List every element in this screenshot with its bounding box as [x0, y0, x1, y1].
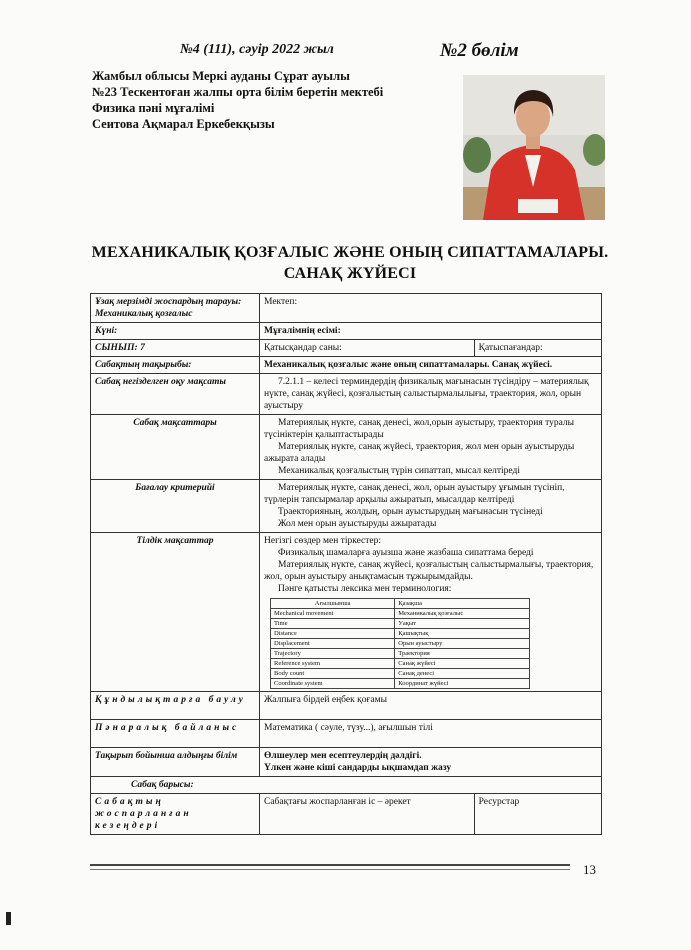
vocab-row: Body count Санақ денесі: [271, 669, 530, 679]
goal-2: Материялық нүкте, санақ жүйесі, траектория, жол мен орын ауыстыруды ажырата алады: [264, 442, 575, 464]
page-number: 13: [583, 862, 596, 877]
cell-values-label: Құндылықтарға баулу: [91, 692, 260, 720]
language-keywords: Негізгі сөздер мен тіркестер:: [264, 536, 382, 546]
title-line-2: САНАҚ ЖҮЙЕСІ: [283, 265, 417, 282]
goal-1: Материялық нүкте, санақ денесі, жол,орын ауыстыру, траектория туралы түсініктерін қалыптастырады: [264, 418, 575, 440]
vocab-row: Distance Қашықтық: [271, 629, 530, 639]
cell-present-count: Қатысқандар саны:: [260, 340, 475, 357]
scan-mark: [6, 912, 11, 925]
cell-goals-label: Сабақ мақсаттары: [91, 415, 260, 480]
cell-values: Жалпыға бірдей еңбек қоғамы: [260, 692, 602, 720]
cell-absent-count: Қатыспағандар:: [474, 340, 601, 357]
cell-resources: Ресурстар: [474, 794, 601, 835]
cell-language: [260, 533, 602, 692]
vocab-row: Displacement Орын ауыстыру: [271, 639, 530, 649]
language-goal-1: Физикалық шамаларға ауызша және жазбаша сипаттама береді: [278, 548, 534, 558]
vocab-row: Mechanical movement Механикалық қозғалыс: [271, 609, 530, 619]
vocab-row: Trajectory Траектория: [271, 649, 530, 659]
cell-language-label: Тілдік мақсаттар: [91, 533, 260, 692]
article-title: [70, 242, 630, 284]
cell-criteria: [260, 480, 602, 533]
cell-crosscurricular-label: Пәнаралық байланыс: [91, 720, 260, 748]
author-photo: [463, 75, 605, 220]
cell-activities: Сабақтағы жоспарланған іс – әрекет: [260, 794, 475, 835]
cell-objective: 7.2.1.1 – келесі терминдердің физикалық мағынасын түсіндіру – материялық нүкте, санақ жүйесі, қозғалыстың салыстырмалылығы, траектория, жол, орын ауыстыру: [260, 374, 602, 415]
cell-criteria-label: Бағалау критерийі: [91, 480, 260, 533]
language-terms-heading: Пәнге қатысты лексика мен терминология:: [278, 584, 452, 594]
author-position: Физика пәні мұғалімі: [92, 101, 215, 115]
cell-teacher-name: Мұғалімнің есімі:: [260, 323, 602, 340]
vocab-header-kazakh: Қазақша: [395, 599, 530, 609]
cell-grade-label: СЫНЫП: 7: [91, 340, 260, 357]
cell-date-label: Күні:: [91, 323, 260, 340]
footer-rule-thin: [90, 869, 570, 870]
section-number: №2 бөлім: [440, 40, 519, 61]
criterion-2: Траекторияның, жолдың, орын ауыстырудың мағынасын түсінеді: [278, 507, 543, 517]
cell-prior-knowledge-label: Тақырып бойынша алдыңғы білім: [91, 748, 260, 777]
vocab-header-english: Ағылшынша: [271, 599, 395, 609]
cell-crosscurricular: Математика ( сәуле, түзу...), ағылшын тілі: [260, 720, 602, 748]
cell-unit-label: Ұзақ мерзімді жоспардың тарауы: Механикалық қозғалыс: [91, 294, 260, 323]
lesson-plan-table: [90, 293, 602, 835]
vocab-row: Time Уақыт: [271, 619, 530, 629]
cell-objective-label: Сабақ негізделген оқу мақсаты: [91, 374, 260, 415]
vocab-row: Coordinate system Координат жүйесі: [271, 679, 530, 689]
issue-info: №4 (111), сәуір 2022 жыл: [180, 42, 334, 57]
author-school: №23 Тескентоған жалпы орта білім беретін мектебі: [92, 85, 384, 99]
cell-lesson-progress: Сабақ барысы:: [91, 777, 602, 794]
cell-stages-label: Сабақтың жоспарланған кезеңдері: [91, 794, 260, 835]
cell-topic-label: Сабақтың тақырыбы:: [91, 357, 260, 374]
author-location: Жамбыл облысы Меркі ауданы Сұрат ауылы: [92, 69, 350, 83]
prior-knowledge-1: Өлшеулер мен есептеулердің дәлдігі.: [264, 751, 422, 761]
title-line-1: МЕХАНИКАЛЫҚ ҚОЗҒАЛЫС ЖӘНЕ ОНЫҢ СИПАТТАМАЛАРЫ.: [91, 244, 609, 261]
criterion-3: Жол мен орын ауыстыруды ажыратады: [278, 519, 437, 529]
cell-school: Мектеп:: [260, 294, 602, 323]
goal-3: Механикалық қозғалыстың түрін сипаттап, мысал келтіреді: [278, 466, 520, 476]
author-block: [92, 68, 383, 132]
language-goal-2: Материялық нүкте, санақ жүйесі, қозғалыстың салыстырмалығы, траектория, жол, орын ауыстыру анықтамасын тұжырымдайды.: [264, 560, 594, 582]
vocabulary-table: [270, 598, 530, 689]
portrait-image: [463, 75, 605, 220]
vocab-row: Reference system Санақ жүйесі: [271, 659, 530, 669]
cell-topic: Механикалық қозғалыс және оның сипаттамалары. Санақ жүйесі.: [260, 357, 602, 374]
author-name: Сеитова Ақмарал Еркебекқызы: [92, 117, 275, 131]
prior-knowledge-2: Үлкен және кіші сандарды ықшамдап жазу: [264, 763, 452, 773]
criterion-1: Материялық нүкте, санақ денесі, жол, орын ауыстыру ұғымын түсініп, түрлерін тапсырмалар арқылы ажыратып, мысалдар келтіреді: [264, 483, 565, 505]
footer-rule: [90, 864, 570, 866]
cell-prior-knowledge: [260, 748, 602, 777]
cell-goals: [260, 415, 602, 480]
